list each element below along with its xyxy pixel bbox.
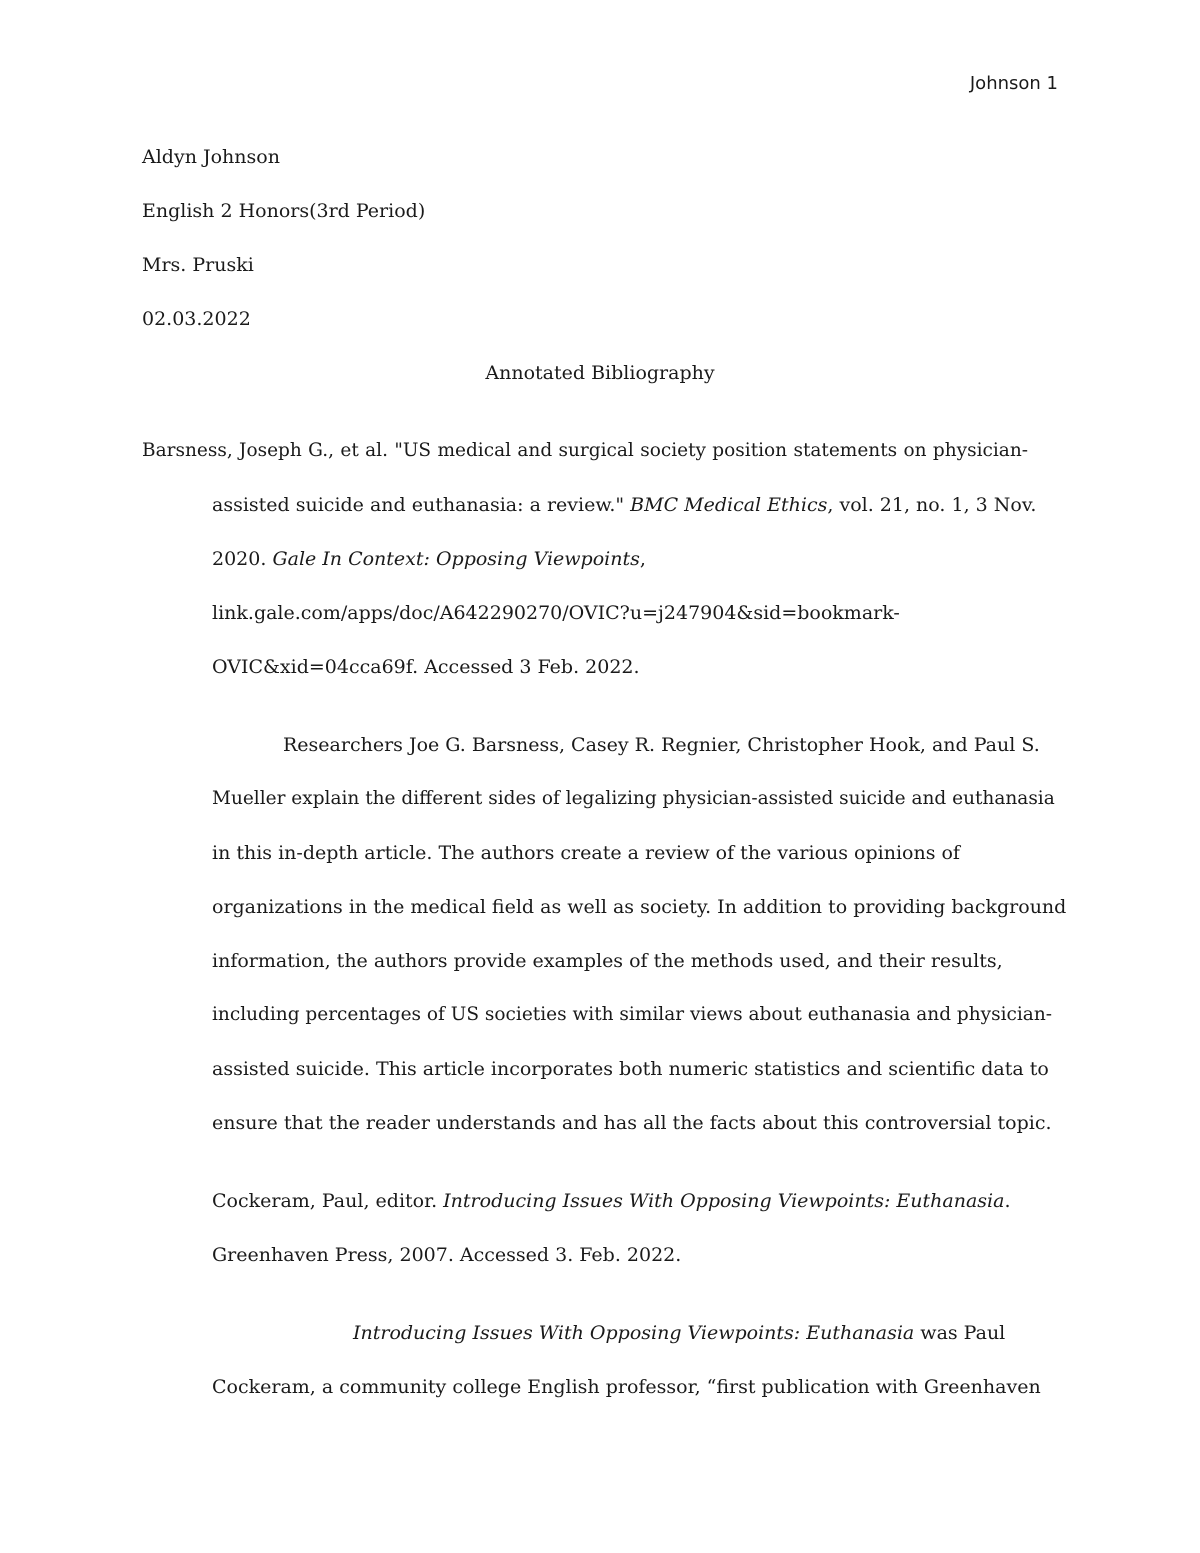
citation-1-url-line-1: link.gale.com/apps/doc/A642290270/OVIC?u=j247904&sid=bookmark-: [212, 602, 900, 624]
citation-1-url-line-2: OVIC&xid=04cca69f. Accessed 3 Feb. 2022.: [212, 656, 640, 678]
citation-2-line-1: Cockeram, Paul, editor. Introducing Issues With Opposing Viewpoints: Euthanasia.: [212, 1190, 1011, 1212]
citation-1-line-2: assisted suicide and euthanasia: a review." BMC Medical Ethics, vol. 21, no. 1, 3 Nov.: [212, 494, 1037, 516]
citation-1-line-3: 2020. Gale In Context: Opposing Viewpoints,: [212, 548, 646, 570]
running-head: Johnson 1: [969, 73, 1058, 94]
book-title: Introducing Issues With Opposing Viewpoints: Euthanasia: [443, 1190, 1005, 1212]
annotation-1-line-2: Mueller explain the different sides of legalizing physician-assisted suicide and euthanasia: [212, 788, 1055, 809]
citation-2-line-2: Greenhaven Press, 2007. Accessed 3. Feb. 2022.: [212, 1244, 682, 1266]
date: 02.03.2022: [142, 308, 251, 330]
database-title: Gale In Context: Opposing Viewpoints: [272, 548, 640, 570]
annotation-1-line-5: information, the authors provide examples of the methods used, and their results,: [212, 950, 1003, 972]
citation-1-line-1: Barsness, Joseph G., et al. "US medical and surgical society position statements on physician-: [142, 440, 1028, 461]
teacher-name: Mrs. Pruski: [142, 254, 254, 276]
annotation-1-line-4: organizations in the medical field as well as society. In addition to providing background: [212, 896, 1067, 918]
annotation-2-line-1: Introducing Issues With Opposing Viewpoints: Euthanasia was Paul: [353, 1322, 1006, 1344]
annotation-1-line-8: ensure that the reader understands and has all the facts about this controversial topic.: [212, 1112, 1052, 1134]
page-title: Annotated Bibliography: [485, 362, 715, 384]
annotation-1-line-6: including percentages of US societies with similar views about euthanasia and physician-: [212, 1004, 1053, 1025]
annotation-1-line-3: in this in-depth article. The authors create a review of the various opinions of: [212, 842, 960, 864]
journal-title: BMC Medical Ethics: [630, 494, 828, 516]
annotation-2-line-2: Cockeram, a community college English professor, “first publication with Greenhaven: [212, 1376, 1041, 1398]
course-name: English 2 Honors(3rd Period): [142, 200, 426, 222]
annotation-1-line-1: Researchers Joe G. Barsness, Casey R. Regnier, Christopher Hook, and Paul S.: [283, 734, 1040, 756]
student-name: Aldyn Johnson: [142, 146, 280, 168]
book-title-in-annotation: Introducing Issues With Opposing Viewpoints: Euthanasia: [353, 1322, 915, 1344]
annotation-1-line-7: assisted suicide. This article incorporates both numeric statistics and scientific data to: [212, 1058, 1049, 1080]
